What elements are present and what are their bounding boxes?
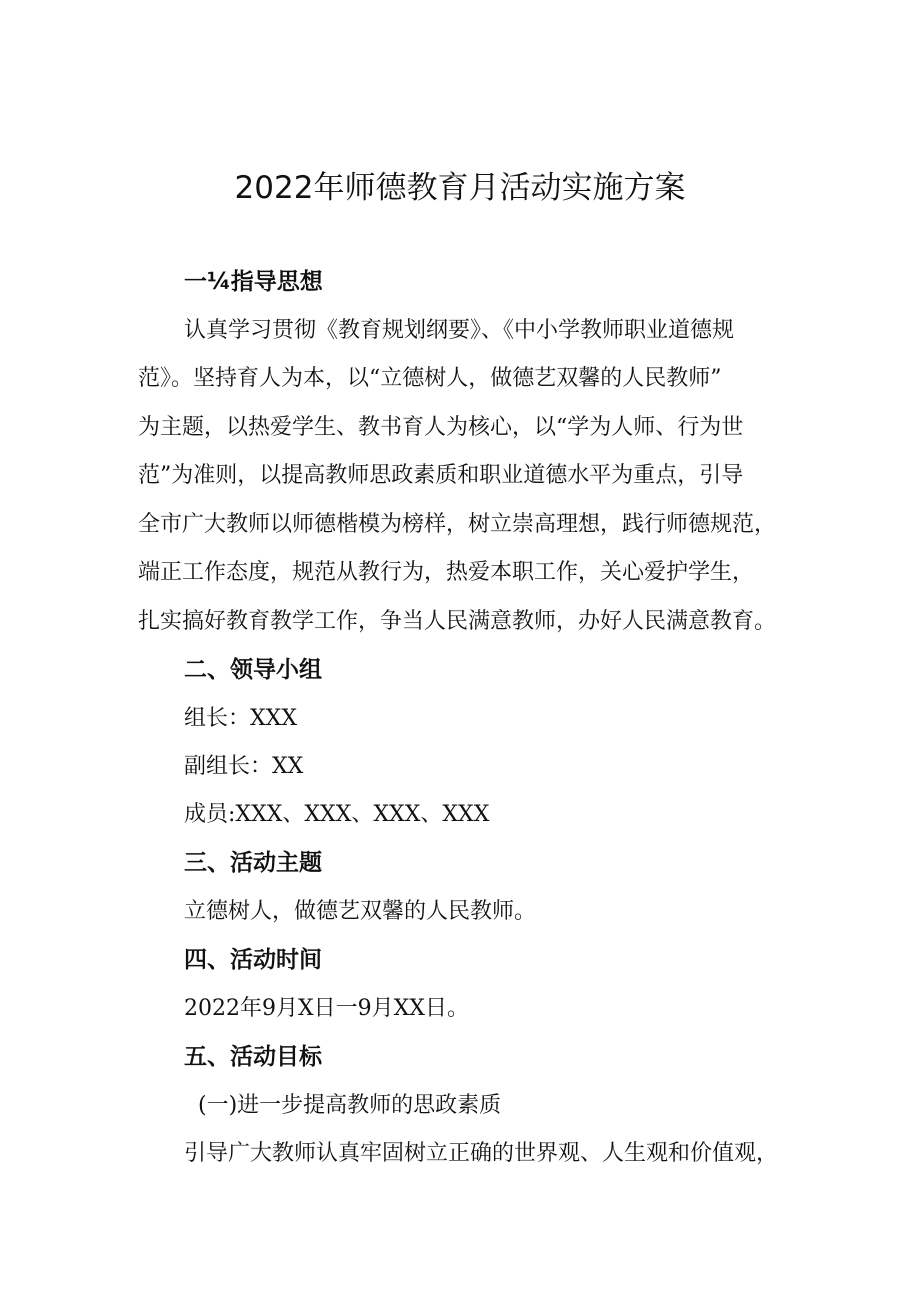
group-members: 成员:XXX、XXX、XXX、XXX — [184, 802, 490, 827]
section-heading-activity-time: 四、活动时间 — [184, 947, 322, 973]
paragraph-line: 引导广大教师认真牢固树立正确的世界观、人生观和价值观， — [184, 1141, 779, 1166]
paragraph-line: 全市广大教师以师德楷模为榜样，树立崇高理想，践行师德规范， — [138, 512, 777, 537]
paragraph-line: 为主题，以热爱学生、教书育人为核心，以“学为人师、行为世 — [138, 415, 744, 440]
group-leader: 组长：XXX — [184, 706, 297, 731]
paragraph-line: 范》。坚持育人为本，以“立德树人，做德艺双馨的人民教师” — [138, 366, 722, 391]
section-heading-activity-goals: 五、活动目标 — [184, 1044, 322, 1070]
group-deputy-leader: 副组长：XX — [184, 754, 304, 779]
document-title: 2022年师德教育月活动实施方案 — [234, 170, 686, 206]
activity-time-text: 2022年9月X日一9月XX日。 — [184, 996, 469, 1021]
section-heading-guiding-thought: 一¼指导思想 — [184, 269, 323, 295]
paragraph-line: 扎实搞好教育教学工作，争当人民满意教师，办好人民满意教育。 — [138, 609, 777, 634]
subheading-goal-1: (一)进一步提高教师的思政素质 — [198, 1093, 502, 1118]
paragraph-line: 端正工作态度，规范从教行为，热爱本职工作，关心爱护学生， — [138, 560, 755, 585]
paragraph-line: 认真学习贯彻《教育规划纲要》、《中小学教师职业道德规 — [184, 318, 735, 343]
paragraph-line: 范”为准则，以提高教师思政素质和职业道德水平为重点，引导 — [138, 463, 744, 488]
activity-theme-text: 立德树人，做德艺双馨的人民教师。 — [184, 899, 537, 924]
section-heading-activity-theme: 三、活动主题 — [184, 850, 322, 876]
section-heading-leadership-group: 二、领导小组 — [184, 657, 322, 683]
